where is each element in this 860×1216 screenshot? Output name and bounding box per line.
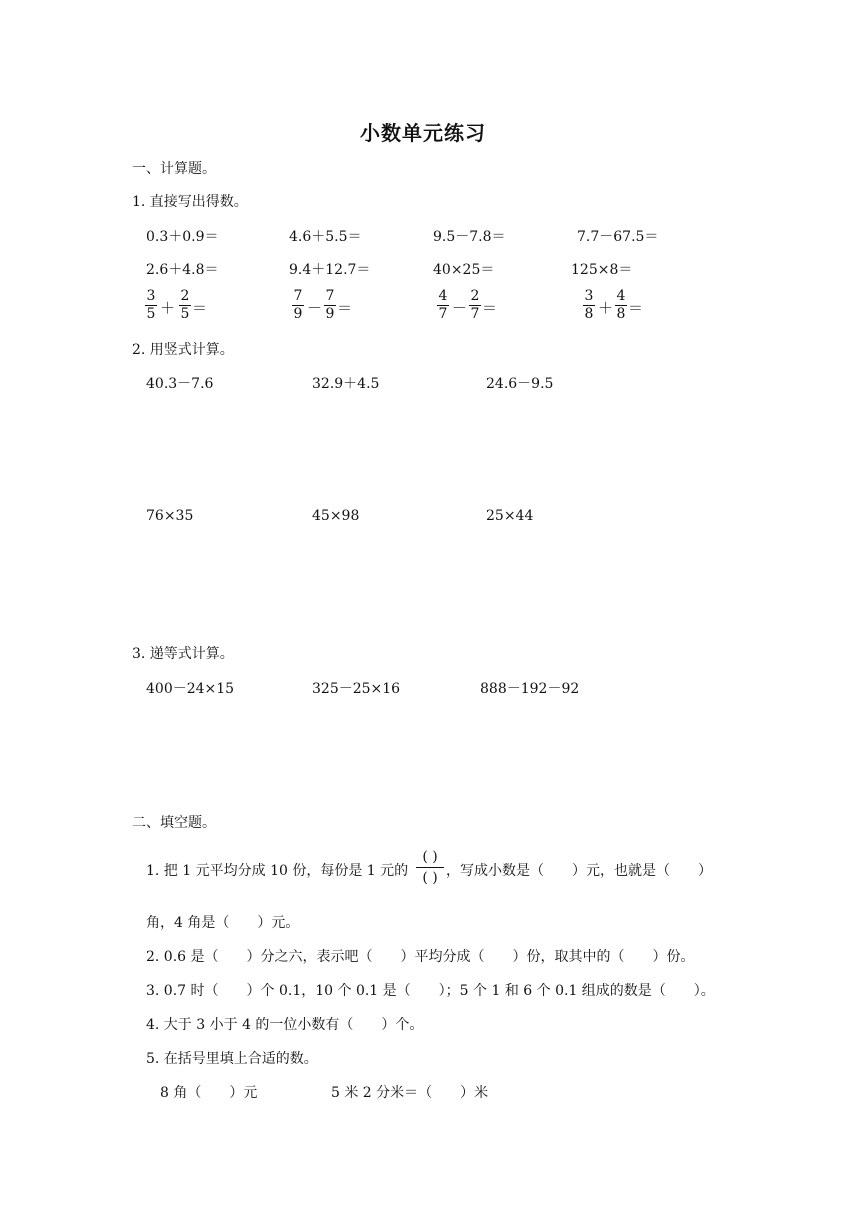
section-heading-fill-blanks: 二、填空题。 (132, 815, 216, 831)
mental-math-item: 9.5－7.8＝ (433, 229, 506, 245)
fill-question-4: 4. 大于 3 小于 4 的一位小数有（ ）个。 (146, 1017, 424, 1033)
fraction-expression (436, 288, 516, 328)
fraction-operator: － (452, 299, 468, 317)
vertical-calc-item: 76×35 (146, 508, 194, 524)
mental-math-item: 7.7－67.5＝ (577, 229, 659, 245)
question-label-vertical-calc: 2. 用竖式计算。 (132, 342, 234, 358)
vertical-calc-item: 25×44 (486, 508, 534, 524)
equals-sign: ＝ (482, 299, 498, 317)
fraction: 2 5 (180, 288, 190, 322)
section-heading-calculation: 一、计算题。 (132, 161, 216, 177)
mental-math-item: 2.6＋4.8＝ (146, 262, 219, 278)
mental-math-item: 40×25＝ (433, 262, 495, 278)
fraction-expression (582, 288, 662, 328)
fraction-operator: － (307, 299, 323, 317)
fraction-expression (144, 288, 224, 328)
mental-math-item: 0.3＋0.9＝ (146, 229, 219, 245)
step-calc-item: 888－192－92 (480, 681, 580, 697)
unit-conversion-item: 8 角（ ）元 (160, 1085, 258, 1101)
fill-question-3: 3. 0.7 时（ ）个 0.1，10 个 0.1 是（ ）；5 个 1 和 6 个 0.1 组成的数是（ ）。 (146, 983, 715, 999)
fill-question-5: 5. 在括号里填上合适的数。 (146, 1051, 318, 1067)
mental-math-item: 4.6＋5.5＝ (289, 229, 362, 245)
equals-sign: ＝ (192, 299, 208, 317)
blank-fraction: ( ) ( ) (415, 848, 445, 887)
fill-question-1-line2: 角，4 角是（ ）元。 (146, 915, 300, 931)
fraction: 4 7 (438, 288, 448, 322)
mental-math-item: 125×8＝ (571, 262, 633, 278)
step-calc-item: 325－25×16 (312, 681, 401, 697)
vertical-calc-item: 45×98 (312, 508, 360, 524)
fraction: 7 9 (325, 288, 335, 322)
fraction: 3 5 (146, 288, 156, 322)
fraction: 4 8 (616, 288, 626, 322)
step-calc-item: 400－24×15 (146, 681, 235, 697)
mental-math-item: 9.4＋12.7＝ (289, 262, 371, 278)
fraction: 2 7 (470, 288, 480, 322)
fraction: 7 9 (293, 288, 303, 322)
fraction-operator: ＋ (598, 299, 614, 317)
fraction-expression (291, 288, 371, 328)
fraction: 3 8 (584, 288, 594, 322)
page-title: 小数单元练习 (360, 121, 486, 145)
fill-question-1-continued: ，写成小数是（ ）元，也就是（ ） (446, 863, 712, 879)
question-label-step-calc: 3. 递等式计算。 (132, 646, 234, 662)
fill-question-2: 2. 0.6 是（ ）分之六，表示吧（ ）平均分成（ ）份，取其中的（ ）份。 (146, 949, 695, 965)
vertical-calc-item: 40.3－7.6 (146, 376, 214, 392)
fill-question-1: 1. 把 1 元平均分成 10 份，每份是 1 元的 (146, 863, 409, 879)
vertical-calc-item: 24.6－9.5 (486, 376, 554, 392)
equals-sign: ＝ (337, 299, 353, 317)
fraction-operator: ＋ (160, 299, 176, 317)
unit-conversion-item: 5 米 2 分米＝（ ）米 (331, 1085, 489, 1101)
question-label-direct-answers: 1. 直接写出得数。 (132, 194, 248, 210)
equals-sign: ＝ (628, 299, 644, 317)
vertical-calc-item: 32.9＋4.5 (312, 376, 380, 392)
